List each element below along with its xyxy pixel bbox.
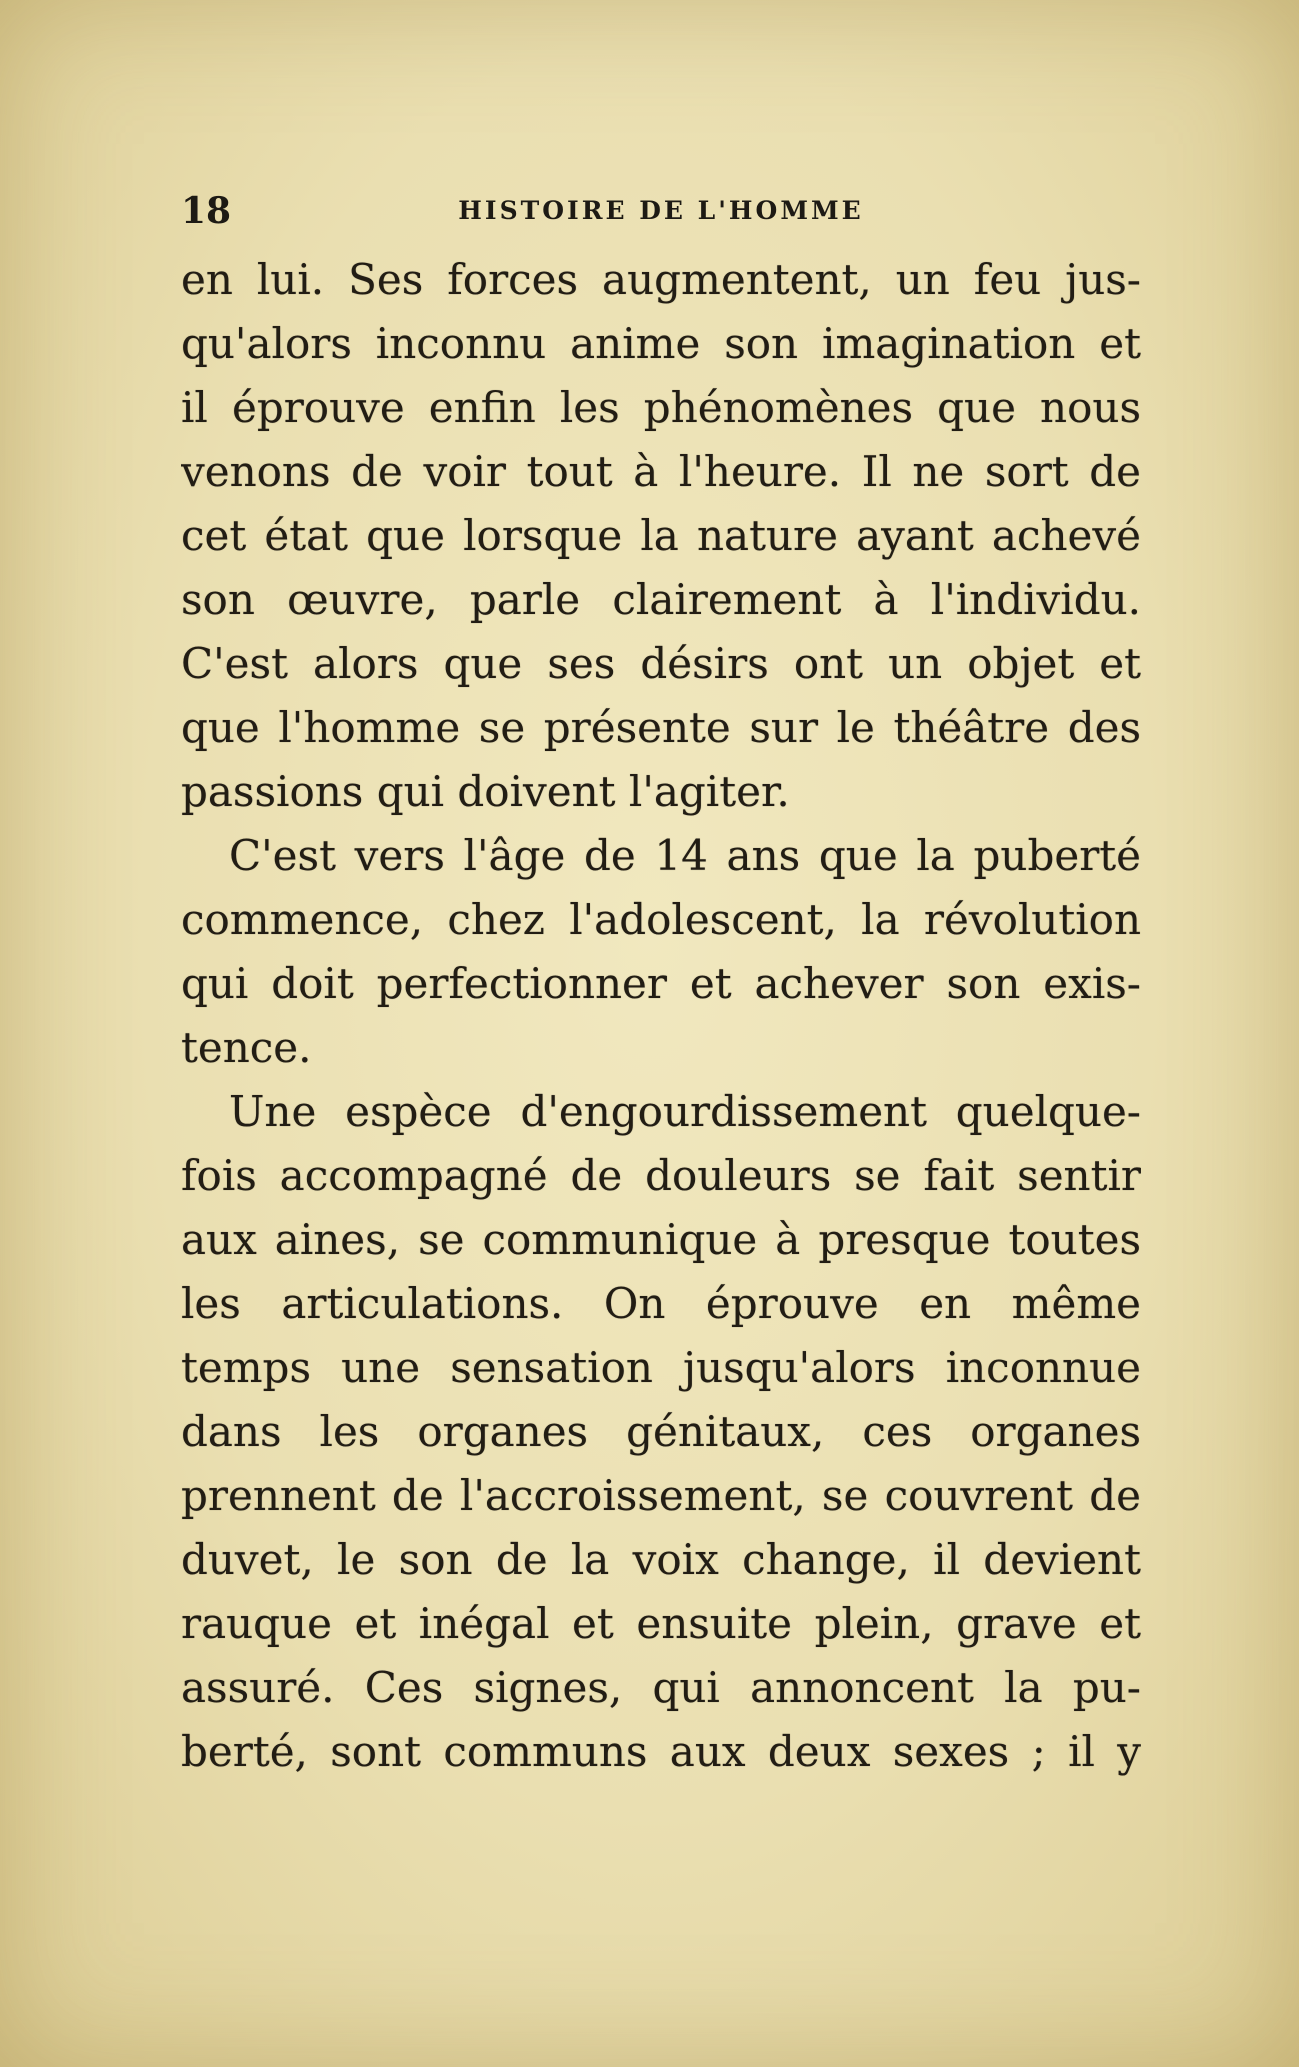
page-header xyxy=(181,186,1141,236)
text-line: son œuvre, parle clairement à l'individu. xyxy=(181,575,1141,624)
text-line: temps une sensation jusqu'alors inconnue xyxy=(181,1343,1141,1392)
text-line: qu'alors inconnu anime son imagination et xyxy=(181,319,1141,368)
text-line: rauque et inégal et ensuite plein, grave et xyxy=(181,1599,1141,1648)
text-line: Une espèce d'engourdissement quelque- xyxy=(229,1087,1141,1136)
text-line: il éprouve enfin les phénomènes que nous xyxy=(181,383,1141,432)
text-line: berté, sont communs aux deux sexes ; il y xyxy=(181,1727,1141,1776)
text-line: venons de voir tout à l'heure. Il ne sort de xyxy=(181,447,1141,496)
text-line: tence. xyxy=(181,1023,312,1072)
body-text xyxy=(181,248,1141,1784)
text-line: commence, chez l'adolescent, la révolution xyxy=(181,895,1141,944)
text-line: prennent de l'accroissement, se couvrent de xyxy=(181,1471,1141,1520)
text-line: passions qui doivent l'agiter. xyxy=(181,767,790,816)
running-title: HISTOIRE DE L'HOMME xyxy=(458,196,864,225)
text-line: dans les organes génitaux, ces organes xyxy=(181,1407,1141,1456)
text-line: C'est alors que ses désirs ont un objet et xyxy=(181,639,1141,688)
text-line: en lui. Ses forces augmentent, un feu jus- xyxy=(181,255,1141,304)
text-line: qui doit perfectionner et achever son exis- xyxy=(181,959,1141,1008)
text-line: aux aines, se communique à presque toutes xyxy=(181,1215,1141,1264)
text-line: duvet, le son de la voix change, il devient xyxy=(181,1535,1141,1584)
page-number: 18 xyxy=(181,190,232,232)
text-line: que l'homme se présente sur le théâtre des xyxy=(181,703,1141,752)
text-line: cet état que lorsque la nature ayant achevé xyxy=(181,511,1141,560)
text-line: les articulations. On éprouve en même xyxy=(181,1279,1141,1328)
text-line: fois accompagné de douleurs se fait sentir xyxy=(181,1151,1141,1200)
text-line: C'est vers l'âge de 14 ans que la puberté xyxy=(229,831,1141,880)
text-line: assuré. Ces signes, qui annoncent la pu- xyxy=(181,1663,1141,1712)
